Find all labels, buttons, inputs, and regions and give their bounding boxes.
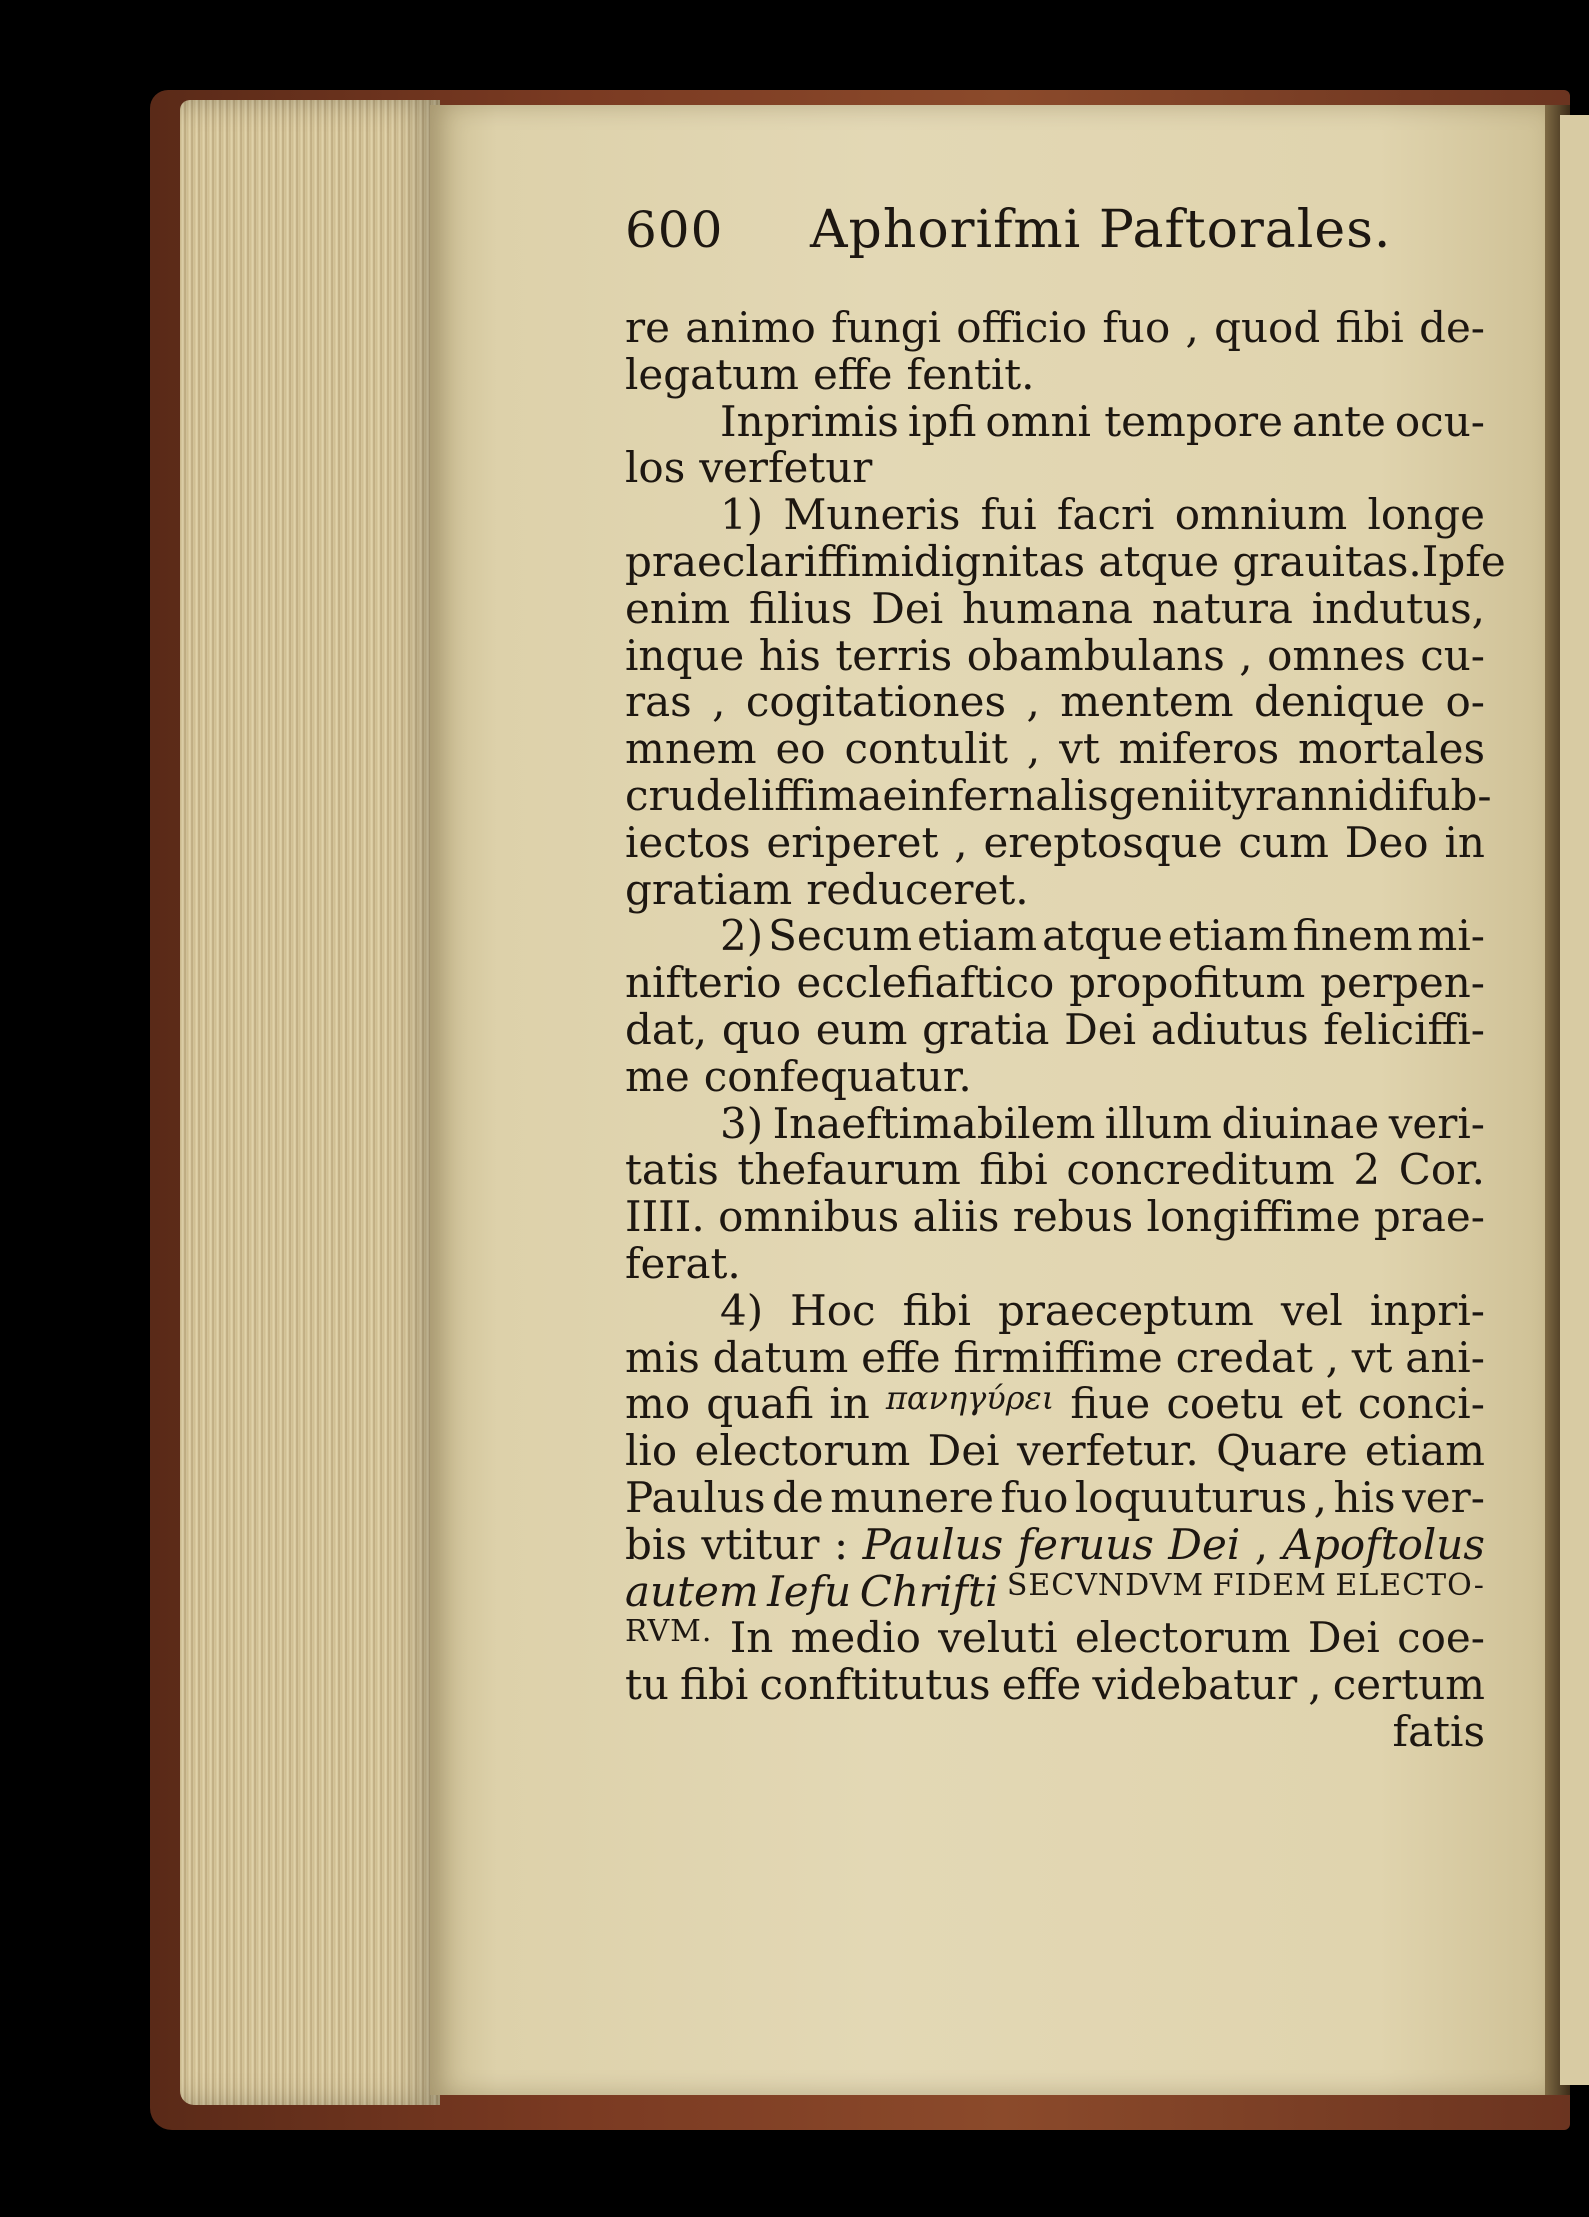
text-line [625, 960, 1485, 1007]
word: Muneris [783, 490, 961, 540]
word: quo [721, 1004, 802, 1054]
word: los [625, 443, 686, 493]
word: : [833, 1519, 849, 1569]
word: quod [1214, 303, 1321, 352]
word: ani- [1405, 1332, 1485, 1382]
word: genii [1108, 770, 1215, 820]
word: gratiam [625, 864, 793, 914]
word: fub- [1407, 770, 1492, 820]
word: 2) [720, 911, 764, 961]
word: eriperet [766, 817, 939, 867]
word: fibi [979, 1145, 1048, 1195]
word: fibi [902, 1285, 971, 1335]
word: conci- [1357, 1379, 1485, 1429]
word: adiutus [1150, 1004, 1309, 1054]
smallcaps-word: SECVNDVM [1006, 1567, 1205, 1603]
word: 2 [1353, 1145, 1381, 1195]
word: munere [830, 1472, 994, 1522]
word: et [1300, 1379, 1342, 1429]
word: coe- [1397, 1613, 1485, 1663]
word: Dei [927, 1426, 1000, 1476]
text-line [625, 1238, 1485, 1288]
word: ereptosque [983, 817, 1223, 867]
word: vt [1351, 1332, 1393, 1382]
word: propofitum [1069, 958, 1306, 1008]
text-line [625, 770, 1492, 820]
word: credat [1175, 1332, 1313, 1382]
text-line [625, 1615, 1485, 1662]
word: his [1333, 1472, 1396, 1522]
running-title: Aphorifmi Paftorales. [810, 200, 1392, 260]
word: obambulans [966, 630, 1225, 680]
word: , [1313, 1472, 1328, 1522]
word: Dei [871, 583, 944, 633]
word: ras [625, 677, 692, 727]
word: eum [815, 1004, 908, 1054]
word: confequatur. [703, 1051, 972, 1101]
word: firmiffime [953, 1332, 1163, 1382]
text-line [625, 536, 1506, 586]
word: , [1325, 1332, 1339, 1382]
word: inque [625, 630, 745, 680]
word: Cor. [1398, 1145, 1485, 1195]
word: , [1026, 724, 1041, 774]
italic-word: feruus [1017, 1519, 1154, 1569]
word: contulit [844, 724, 1008, 774]
word: etiam [1167, 911, 1288, 961]
text-line [625, 1051, 1485, 1101]
word: terris [835, 630, 953, 680]
word: cogitationes [745, 677, 1007, 727]
word: verfetur. [1016, 1426, 1199, 1476]
word: atque [1042, 911, 1163, 961]
text-line [625, 679, 1485, 726]
word: o- [1445, 677, 1485, 727]
italic-word: Paulus [862, 1519, 1004, 1569]
word: quafi [706, 1379, 814, 1429]
text-line [625, 1428, 1485, 1475]
word: effe [1001, 1660, 1082, 1710]
text-line [625, 492, 1485, 539]
word: aliis [912, 1192, 1000, 1242]
word: concreditum [1066, 1145, 1335, 1195]
italic-word: Apoftolus [1282, 1519, 1485, 1569]
word: omnibus [718, 1192, 900, 1242]
word: indutus, [1311, 583, 1485, 633]
word: thefaurum [737, 1145, 961, 1195]
word: Ipfe [1421, 536, 1506, 586]
word: finem [1292, 911, 1413, 961]
text-line [625, 817, 1485, 867]
body-text [625, 303, 1506, 1756]
word: fibi [680, 1660, 749, 1710]
word: electorum [1074, 1613, 1291, 1663]
word: mis [625, 1332, 700, 1382]
text-line [625, 726, 1485, 773]
word: legatum [625, 349, 799, 399]
word: Dei [1064, 1004, 1137, 1054]
word: effe [812, 349, 893, 399]
word: , [1308, 1660, 1322, 1710]
facing-page-edge [1560, 115, 1589, 2085]
word: inpri- [1369, 1285, 1485, 1335]
text-line [625, 1332, 1485, 1382]
word: coetu [1166, 1379, 1284, 1429]
word: omnium [1174, 490, 1348, 540]
page-number: 600 [625, 201, 724, 259]
page-edges [180, 100, 440, 2105]
word: conftitutus [759, 1660, 991, 1710]
word: ver- [1402, 1472, 1485, 1522]
greek-word: πανηγύρει [885, 1379, 1055, 1418]
word: re [625, 303, 670, 352]
text-line [625, 1194, 1485, 1241]
word: humana [961, 583, 1134, 633]
word: IIII. [625, 1192, 705, 1242]
smallcaps-word: ELECTO- [1335, 1567, 1485, 1603]
word: infernalis [907, 770, 1109, 820]
word: natura [1151, 583, 1293, 633]
word: mentem [1060, 677, 1234, 727]
text-line [625, 1381, 1485, 1428]
word: praeclariffimi [625, 536, 914, 586]
text-line [625, 1519, 1485, 1569]
word: , [1026, 677, 1040, 727]
word: , [1254, 1519, 1269, 1569]
italic-word: Dei [1168, 1519, 1241, 1569]
text-line [625, 583, 1485, 633]
word: Paulus [625, 1472, 766, 1522]
word: vt [1059, 724, 1100, 774]
word: Inaeftimabilem [772, 1098, 1096, 1148]
running-header [625, 200, 1485, 305]
word: in [1444, 817, 1485, 867]
word: longe [1367, 490, 1485, 540]
word: certum [1332, 1660, 1485, 1710]
word: mnem [625, 724, 757, 774]
word: vel [1280, 1285, 1343, 1335]
word: Dei [1307, 1613, 1380, 1663]
text-line [625, 1098, 1485, 1148]
word: 1) [720, 490, 764, 540]
word: medio [790, 1613, 921, 1663]
word: reduceret. [806, 864, 1029, 914]
word: , [1185, 303, 1199, 352]
word: , [954, 817, 968, 867]
word: iectos [625, 817, 751, 867]
text-line [625, 1147, 1485, 1194]
text-line [625, 445, 1485, 492]
word: cu- [1420, 630, 1485, 680]
word: miferos [1118, 724, 1280, 774]
italic-word: autem [625, 1566, 759, 1616]
word: perpen- [1320, 958, 1485, 1008]
word: Quare [1216, 1426, 1348, 1476]
italic-word: Chrifti [859, 1566, 999, 1616]
italic-word: Iefu [767, 1566, 852, 1616]
word: omnes [1267, 630, 1406, 680]
word: me [625, 1051, 690, 1101]
word: lio [625, 1426, 678, 1476]
text-line [625, 913, 1485, 960]
word: fiue [1070, 1379, 1151, 1429]
smallcaps-word: FIDEM [1212, 1567, 1327, 1603]
word: filius [748, 583, 853, 633]
word: enim [625, 583, 731, 633]
word: loquuturus [1074, 1472, 1308, 1522]
word: In [729, 1613, 774, 1663]
word: denique [1253, 677, 1425, 727]
word: gratia [922, 1004, 1050, 1054]
text-line [625, 396, 1485, 446]
word: mi- [1417, 911, 1485, 961]
word: his [758, 630, 821, 680]
word: Inprimis [720, 396, 899, 446]
text-line [625, 1566, 1485, 1616]
word: crudeliffimae [625, 770, 908, 820]
word: facri [1056, 490, 1155, 540]
word: omni tempore [985, 396, 1283, 446]
word: tatis [625, 1145, 719, 1195]
word: fuo [1000, 1472, 1069, 1522]
word: , [1239, 630, 1253, 680]
word: etiam [917, 911, 1038, 961]
word: praeceptum [997, 1285, 1254, 1335]
word: eo [775, 724, 826, 774]
word: effe [861, 1332, 941, 1382]
word: tu [625, 1660, 669, 1710]
smallcaps-word: RVM. [625, 1614, 713, 1650]
text-line [625, 1285, 1485, 1335]
word: ferat. [625, 1238, 741, 1288]
word: Secum [768, 911, 913, 961]
word: feliciffi- [1323, 1004, 1485, 1054]
word: animo [685, 303, 816, 352]
page-text [625, 200, 1506, 1756]
text-line [625, 864, 1485, 914]
word: de- [1419, 303, 1485, 352]
word: mortales [1298, 724, 1485, 774]
word: longiffime [1146, 1192, 1361, 1242]
word: vtitur [701, 1519, 820, 1569]
word: Hoc [790, 1285, 876, 1335]
word: tyrannidi [1214, 770, 1408, 820]
text-line [625, 305, 1485, 352]
catchword: fatis [1392, 1706, 1485, 1756]
word: fui [980, 490, 1037, 540]
word: electorum [694, 1426, 911, 1476]
text-line [625, 349, 1485, 399]
word: fuo [1102, 303, 1171, 352]
catchword-line [625, 1706, 1485, 1756]
word: ocu- [1394, 396, 1485, 446]
word: de [772, 1472, 824, 1522]
word: datum [712, 1332, 849, 1382]
text-line [625, 630, 1485, 680]
word: 3) [720, 1098, 764, 1148]
word: etiam [1364, 1426, 1485, 1476]
word: fibi [1335, 303, 1404, 352]
word: fungi [831, 303, 942, 352]
word: in [829, 1379, 870, 1429]
word: veri- [1388, 1098, 1485, 1148]
word: nifterio [625, 958, 782, 1008]
word: bis [625, 1519, 687, 1569]
word: diuinae [1221, 1098, 1380, 1148]
word: mo [625, 1379, 691, 1429]
word: ante [1292, 396, 1386, 446]
word: , [712, 677, 726, 727]
text-line [625, 1004, 1485, 1054]
word: Deo [1344, 817, 1429, 867]
word: cum [1238, 817, 1329, 867]
word: veluti [938, 1613, 1058, 1663]
text-line [625, 1472, 1485, 1522]
word: rebus [1012, 1192, 1134, 1242]
word: ipfi [907, 396, 977, 446]
word: illum [1104, 1098, 1212, 1148]
word: dignitas atque grauitas. [913, 536, 1422, 586]
word: fentit. [906, 349, 1035, 399]
word: ecclefiaftico [796, 958, 1055, 1008]
word: verfetur [699, 443, 873, 493]
word: 4) [720, 1285, 764, 1335]
word: videbatur [1092, 1660, 1298, 1710]
text-line [625, 1662, 1485, 1709]
word: dat, [625, 1004, 708, 1054]
word: officio [956, 303, 1088, 352]
word: prae- [1373, 1192, 1485, 1242]
